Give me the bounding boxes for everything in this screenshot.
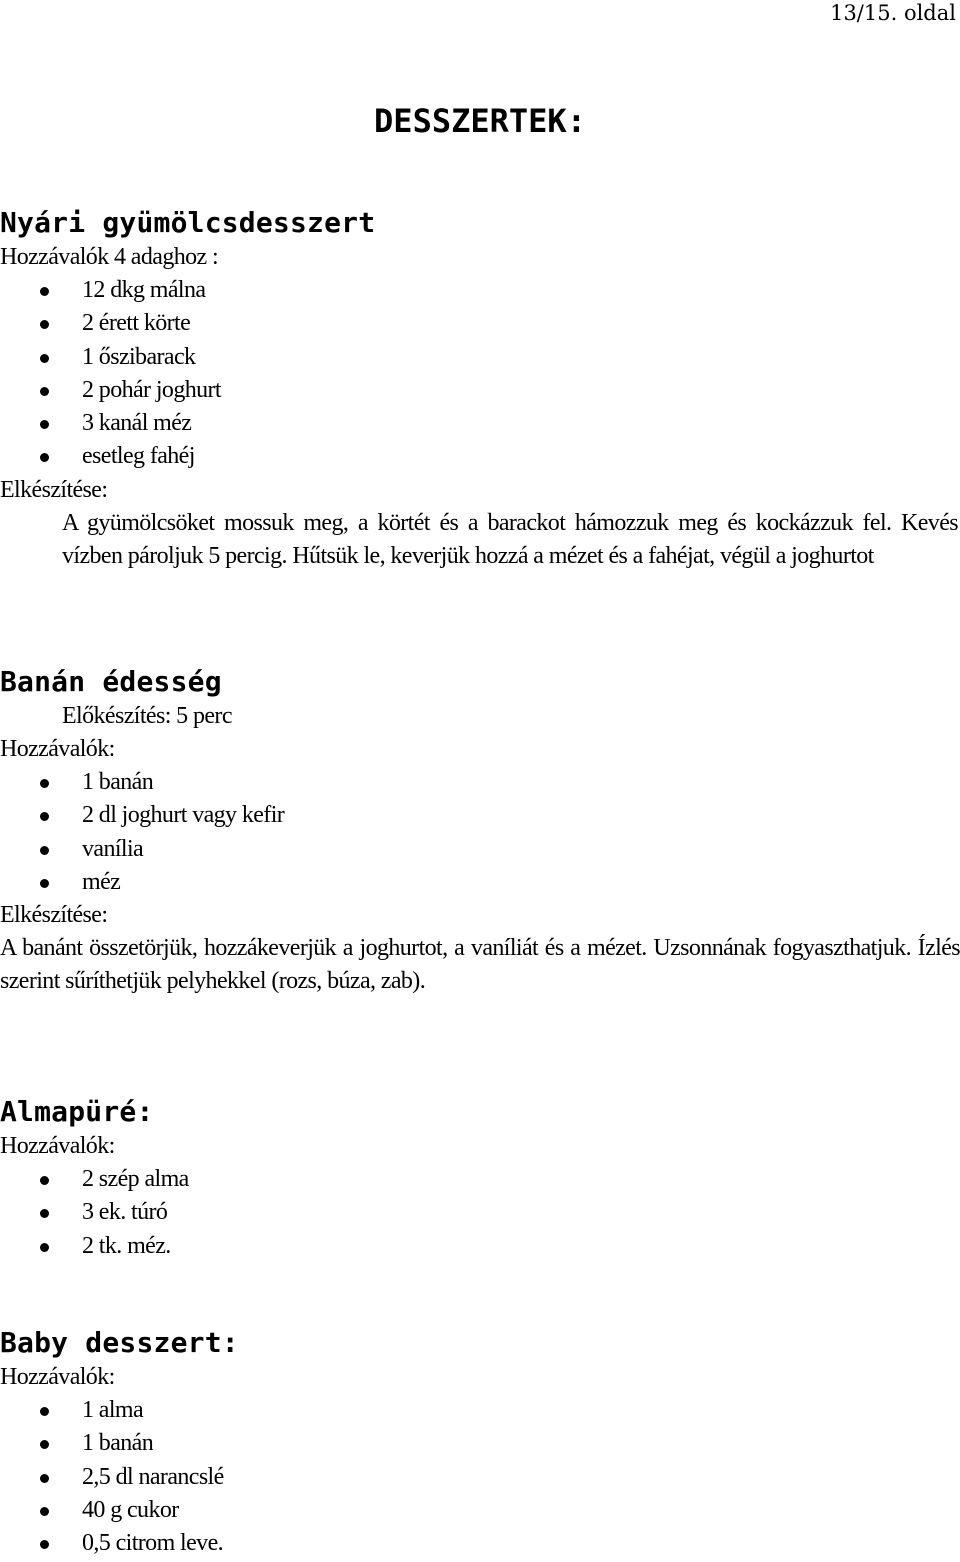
bullet-icon bbox=[40, 1243, 49, 1252]
ingredient-text: 1 banán bbox=[82, 769, 154, 795]
list-item bbox=[0, 307, 960, 340]
recipe-title: Nyári gyümölcsdesszert bbox=[0, 206, 376, 239]
ingredient-text: 0,5 citrom leve. bbox=[82, 1530, 224, 1557]
bullet-icon bbox=[40, 779, 49, 788]
ingredients-label: Hozzávalók: bbox=[0, 1133, 115, 1159]
bullet-icon bbox=[40, 1440, 49, 1449]
ingredient-text: 3 kanál méz bbox=[82, 410, 192, 437]
page-number: 13/15. oldal bbox=[830, 1, 956, 25]
recipe-baby-desszert bbox=[0, 1325, 960, 1560]
list-item bbox=[0, 833, 960, 866]
ingredient-text: 40 g cukor bbox=[82, 1496, 179, 1523]
ingredient-list bbox=[0, 274, 960, 474]
bullet-icon bbox=[40, 1507, 49, 1516]
ingredients-label: Hozzávalók: bbox=[0, 736, 115, 762]
list-item bbox=[0, 407, 960, 440]
list-item bbox=[0, 1394, 960, 1427]
bullet-icon bbox=[40, 453, 49, 462]
ingredient-text: 1 banán bbox=[82, 1430, 154, 1457]
recipe-banan-edesseg bbox=[0, 664, 960, 998]
bullet-icon bbox=[40, 1540, 49, 1549]
method-label: Elkészítése: bbox=[0, 902, 108, 929]
list-item bbox=[0, 1461, 960, 1494]
ingredient-text: 2 szép alma bbox=[82, 1166, 189, 1192]
recipe-title: Baby desszert: bbox=[0, 1326, 239, 1359]
ingredient-text: 3 ek. túró bbox=[82, 1199, 168, 1226]
list-item bbox=[0, 1427, 960, 1460]
ingredient-text: vanília bbox=[82, 835, 144, 862]
bullet-icon bbox=[40, 879, 49, 888]
method-label: Elkészítése: bbox=[0, 476, 108, 503]
recipe-title: Almapüré: bbox=[0, 1095, 154, 1128]
ingredient-text: esetleg fahéj bbox=[82, 443, 195, 470]
recipe-title: Banán édesség bbox=[0, 665, 222, 698]
bullet-icon bbox=[40, 812, 49, 821]
bullet-icon bbox=[40, 420, 49, 429]
ingredient-text: 2 dl joghurt vagy kefir bbox=[82, 802, 285, 829]
bullet-icon bbox=[40, 387, 49, 396]
list-item bbox=[0, 766, 960, 799]
bullet-icon bbox=[40, 1209, 49, 1218]
ingredient-text: 1 alma bbox=[82, 1397, 144, 1423]
ingredient-text: 1 őszibarack bbox=[82, 343, 196, 370]
ingredients-label: Hozzávalók 4 adaghoz : bbox=[0, 244, 219, 270]
recipe-nyari-gyumolcsdesszert bbox=[0, 205, 960, 573]
method-text: A banánt összetörjük, hozzákeverjük a joghurtot, a vaníliát és a mézet. Uzsonnának fogyaszthatjuk. Ízlés szerint sűríthetjük pelyhekkel (rozs, búza, zab). bbox=[0, 935, 960, 995]
ingredient-list bbox=[0, 1394, 960, 1560]
list-item bbox=[0, 341, 960, 374]
list-item bbox=[0, 1196, 960, 1229]
ingredient-list bbox=[0, 766, 960, 899]
list-item bbox=[0, 1494, 960, 1527]
list-item bbox=[0, 866, 960, 899]
ingredient-text: 2,5 dl narancslé bbox=[82, 1463, 224, 1490]
list-item bbox=[0, 440, 960, 473]
document-title-text: DESSZERTEK: bbox=[374, 102, 586, 140]
bullet-icon bbox=[40, 1407, 49, 1416]
ingredient-text: 12 dkg málna bbox=[82, 277, 206, 303]
prep-time: Előkészítés: 5 perc bbox=[62, 703, 232, 729]
ingredient-text: 2 tk. méz. bbox=[82, 1232, 171, 1259]
ingredient-list bbox=[0, 1163, 960, 1263]
bullet-icon bbox=[40, 1474, 49, 1483]
list-item bbox=[0, 1527, 960, 1560]
bullet-icon bbox=[40, 287, 49, 296]
list-item bbox=[0, 1163, 960, 1196]
bullet-icon bbox=[40, 320, 49, 329]
bullet-icon bbox=[40, 1176, 49, 1185]
bullet-icon bbox=[40, 846, 49, 855]
method-text: A gyümölcsöket mossuk meg, a körtét és a barackot hámozzuk meg és kockázzuk fel. Kevés vízben pároljuk 5 percig. Hűtsük le, keverjük hozzá a mézet és a fahéjat, végül a joghurtot bbox=[62, 509, 958, 569]
ingredients-label: Hozzávalók: bbox=[0, 1364, 115, 1390]
list-item bbox=[0, 1230, 960, 1263]
list-item bbox=[0, 374, 960, 407]
recipe-almapure bbox=[0, 1094, 960, 1263]
list-item bbox=[0, 274, 960, 307]
ingredient-text: méz bbox=[82, 868, 121, 895]
ingredient-text: 2 pohár joghurt bbox=[82, 376, 221, 403]
list-item bbox=[0, 799, 960, 832]
ingredient-text: 2 érett körte bbox=[82, 310, 191, 337]
document-title bbox=[0, 100, 960, 142]
bullet-icon bbox=[40, 354, 49, 363]
